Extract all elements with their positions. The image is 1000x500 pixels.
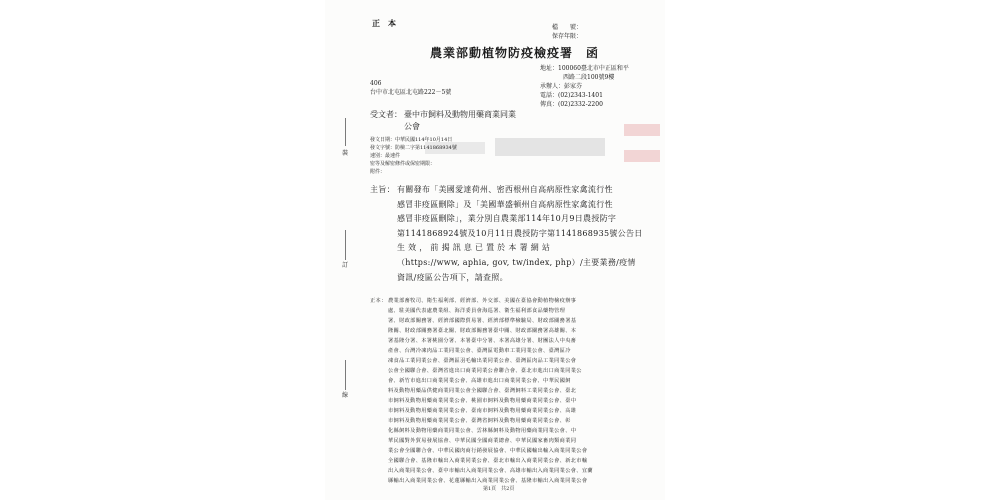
cc-line: 會、新竹市進出口商業同業公會、高雄市進出口商業同業公會、中華民國飼 (388, 378, 571, 384)
page-number: 第1頁 共2頁 (483, 486, 515, 492)
subject-line: 第1141868924號及10月11日農授防字第1141868935號公告日 (397, 228, 643, 238)
sender-contact: 承辦人：彭家芬 (540, 83, 583, 90)
cc-body (388, 296, 593, 486)
cc-line: 公會全國聯合會、臺灣省進出口商業同業公會聯合會、臺北市進出口商業同業公 (388, 368, 582, 374)
binding-mark-2: 訂 (342, 262, 349, 269)
recipient-name-line2: 公會 (404, 122, 420, 131)
issue-date: 發文日期：中華民國114年10月14日 (370, 137, 453, 143)
agency-title: 農業部動植物防疫檢疫署 函 (430, 46, 600, 60)
cc-line: 市飼料及動物用藥商業同業公會、桃園市飼料及動物用藥商業同業公會、臺中 (388, 398, 577, 404)
subject-line: 有關發布「美國愛達荷州、密西根州自高病原性家禽流行性 (397, 185, 613, 194)
subject-label: 主旨： (370, 185, 395, 194)
speed: 速別：最速件 (370, 153, 401, 159)
cc-line: 市飼料及動物用藥商業同業公會、臺灣省飼料及動物用藥商業同業公會、彰 (388, 418, 571, 424)
subject-line: （https://www, aphia, gov, tw/index, php）/主要業務/疫情 (397, 257, 636, 267)
cc-line: 縣輸出入商業同業公會、花蓮縣輸出入商業同業公會、基隆市輸出入商業同業公會 (388, 478, 588, 484)
binding-mark-3: 線 (342, 392, 349, 399)
cc-line: 出入商業同業公會、臺中市輸出入商業同業公會、高雄市輸出入商業同業公會、宜蘭 (388, 468, 593, 474)
sender-address: 地址：100060臺北市中正區和平 (540, 65, 629, 72)
cc-line: 處、駐美國代表處農業組、海洋委員會海巡署、衛生福利部食品藥物管理 (388, 308, 566, 314)
cc-line: 料及動物用藥品供健商業同業公會全國聯合會、臺灣飼料工業同業公會、臺北 (388, 388, 577, 394)
cc-line: 隆關、財政部關務署臺北關、財政部關務署臺中關、財政部關務署高雄關、本 (388, 328, 577, 334)
sender-address-line2: 西路二段100號9樓 (563, 74, 615, 81)
cc-line: 產會、台灣冷凍肉品工業同業公會、臺灣區電動車工業同業公會、臺灣區冷 (388, 348, 571, 354)
cc-label: 正本： (370, 298, 387, 304)
recipient-postcode: 406 (370, 80, 382, 87)
cc-line: 業公會全國聯合會、中華民國肉商行銷發展協會、中華民國輸出輸入商業同業公會 (388, 448, 588, 454)
cc-line: 市飼料及動物用藥商業同業公會、臺南市飼料及動物用藥商業同業公會、高雄 (388, 408, 577, 414)
subject-line: 生 效 ， 前 揭 訊 息 已 置 於 本 署 網 站 (397, 243, 551, 253)
cc-line: 華民國對外貿易發展協會、中華民國全國商業總會、中華民國家畜肉類商業同 (388, 438, 577, 444)
recipient-name-line1: 臺中市飼料及動物用藥商業同業 (404, 110, 516, 119)
issue-number: 發文字號：防檢二字第1141868934號 (370, 145, 457, 151)
attachment: 附件： (370, 169, 386, 175)
cc-line: 署、財政部關務署、經濟部國際貿易署、經濟部標準檢驗局、財政部關務署基 (388, 318, 577, 324)
sender-phone: 電話：(02)2343-1401 (540, 92, 603, 99)
subject-line: 資訊/疫區公告項下，請查照。 (397, 272, 508, 282)
copy-label: 正 本 (372, 18, 396, 28)
sender-fax: 傳真：(02)2332-2200 (540, 101, 603, 108)
cc-line: 全國聯合會、基隆市輸出入商業同業公會、臺北市輸出入商業同業公會、新北市輸 (388, 458, 588, 464)
cc-line: 凍食品工業同業公會、臺灣區羽毛輸出業同業公會、臺灣區肉品工業同業公會 (388, 358, 577, 364)
recipient-label: 受文者： (370, 110, 402, 119)
cc-line: 署基隆分署、本署桃園分署、本署臺中分署、本署高雄分署、財團法人中央畜 (388, 338, 577, 344)
secrecy: 密等及解密條件或保密期限： (370, 161, 436, 167)
subject-body (397, 183, 643, 285)
subject-line: 感冒非疫區刪除」，業分別自農業部114年10月9日農授防字 (397, 214, 617, 224)
binding-line-top (345, 118, 346, 146)
seal-fragment-right-shape (620, 120, 665, 190)
seal-fragment-left-shape (415, 120, 635, 190)
retention-label: 保存年限： (552, 33, 583, 40)
recipient-address: 台中市北屯區北屯路222－5號 (370, 89, 452, 96)
subject-line: 感冒非疫區刪除」及「美國華盛頓州自高病原性家禽流行性 (397, 199, 613, 209)
cc-line: 農業部畜牧司、衛生福利部、經濟部、外交部、美國在臺協會動植物檢疫辦事 (388, 298, 577, 304)
file-number-label: 檔 號： (552, 24, 583, 31)
binding-line-mid (345, 230, 346, 260)
binding-mark-1: 裝 (342, 150, 349, 157)
seal-fragment-left (415, 120, 635, 190)
cc-line: 化縣飼料及動物用藥商業同業公會、雲林縣飼料及動物用藥商業同業公會、中 (388, 428, 577, 434)
binding-line-bottom (345, 360, 346, 390)
